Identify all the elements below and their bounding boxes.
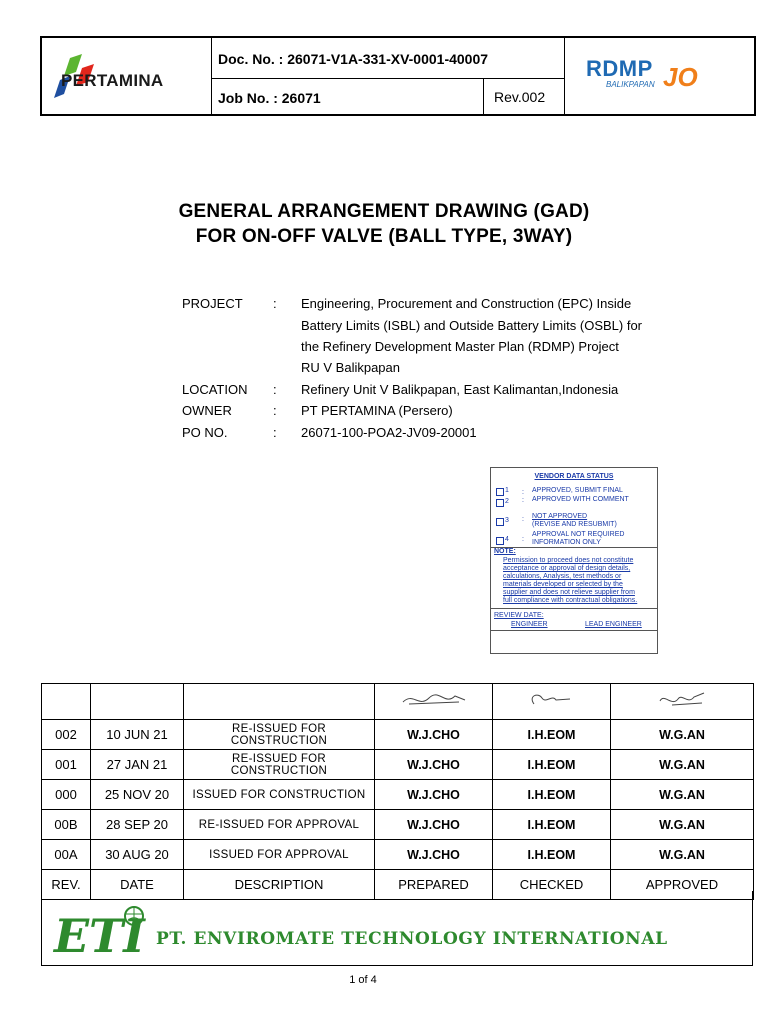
colon: : [273, 296, 277, 311]
status-text: APPROVAL NOT REQUIRED [532, 531, 625, 538]
colon: : [273, 425, 277, 440]
status-text: APPROVED WITH COMMENT [532, 496, 629, 503]
checkbox-icon [496, 537, 504, 545]
contractor-name: PT. ENVIROMATE TECHNOLOGY INTERNATIONAL [156, 929, 668, 949]
status-number: 2 [505, 498, 509, 505]
table-row: 001 27 JAN 21 RE-ISSUED FOR CONSTRUCTION W.J.CHO I.H.EOM W.G.AN [42, 750, 754, 780]
header-prepared: PREPARED [375, 870, 493, 900]
status-text: NOT APPROVED [532, 513, 588, 520]
status-number: 3 [505, 517, 509, 524]
checkbox-icon [496, 518, 504, 526]
rdmp-logo-text: RDMP [586, 56, 653, 81]
signature-icon [652, 689, 712, 711]
table-row: 00B 28 SEP 20 RE-ISSUED FOR APPROVAL W.J.CHO I.H.EOM W.G.AN [42, 810, 754, 840]
page-number: 1 of 4 [349, 974, 377, 986]
note-line: acceptance or approval of design details, [503, 565, 631, 572]
header-approved: APPROVED [611, 870, 754, 900]
header-description: DESCRIPTION [184, 870, 375, 900]
project-line: Battery Limits (ISBL) and Outside Battery Limits (OSBL) for [301, 318, 643, 333]
prepared-signature [375, 684, 493, 720]
revision-table [41, 683, 754, 900]
colon: : [522, 516, 524, 523]
colon: : [522, 536, 524, 543]
header-checked: CHECKED [493, 870, 611, 900]
table-row: 00A 30 AUG 20 ISSUED FOR APPROVAL W.J.CHO I.H.EOM W.G.AN [42, 840, 754, 870]
checkbox-icon [496, 488, 504, 496]
vendor-data-status-stamp [490, 467, 658, 654]
project-line: Engineering, Procurement and Construction (EPC) Inside [301, 296, 632, 311]
document-title-line1: GENERAL ARRANGEMENT DRAWING (GAD) [178, 201, 590, 222]
table-row: 000 25 NOV 20 ISSUED FOR CONSTRUCTION W.J.CHO I.H.EOM W.G.AN [42, 780, 754, 810]
project-line: the Refinery Development Master Plan (RDMP) Project [301, 339, 619, 354]
document-title-line2: FOR ON-OFF VALVE (BALL TYPE, 3WAY) [195, 226, 573, 247]
note-line: materials developed or selected by the [503, 581, 623, 588]
signature-row [42, 684, 754, 720]
doc-number: Doc. No. : 26071-V1A-331-XV-0001-40007 [218, 51, 489, 67]
note-line: calculations, Analysis, test methods or [503, 573, 622, 580]
note-line: Permission to proceed does not constitute [503, 557, 634, 564]
status-number: 1 [505, 487, 509, 494]
lead-engineer-label: LEAD ENGINEER [585, 621, 642, 628]
status-text: APPROVED, SUBMIT FINAL [532, 487, 623, 494]
status-text: (REVISE AND RESUBMIT) [532, 521, 617, 528]
po-value: 26071-100-POA2-JV09-20001 [301, 425, 477, 440]
header-rev: REV. [42, 870, 91, 900]
review-date-label: REVIEW DATE: [494, 612, 544, 619]
signature-icon [399, 690, 469, 710]
status-text: INFORMATION ONLY [532, 539, 601, 546]
jo-logo-text: JO [663, 62, 698, 92]
table-row: 002 10 JUN 21 RE-ISSUED FOR CONSTRUCTION W.J.CHO I.H.EOM W.G.AN [42, 720, 754, 750]
rdmp-logo-subtext: BALIKPAPAN [606, 80, 655, 89]
colon: : [273, 382, 277, 397]
note-line: supplier and does not relieve supplier from [503, 589, 635, 596]
note-label: NOTE: [494, 548, 516, 555]
status-number: 4 [505, 536, 509, 543]
header-date: DATE [91, 870, 184, 900]
pertamina-wordmark: PERTAMINA [61, 71, 164, 90]
engineer-label: ENGINEER [511, 621, 548, 628]
colon: : [273, 403, 277, 418]
colon: : [522, 497, 524, 504]
approved-signature [611, 684, 754, 720]
location-label: LOCATION [182, 382, 248, 397]
checkbox-icon [496, 499, 504, 507]
checked-signature [493, 684, 611, 720]
signature-icon [522, 690, 582, 710]
stamp-title: VENDOR DATA STATUS [534, 473, 614, 480]
colon: : [522, 489, 524, 496]
eti-logo-text: ETI [54, 909, 145, 960]
project-label: PROJECT [182, 296, 243, 311]
note-line: full compliance with contractual obligations. [503, 597, 638, 604]
job-number: Job No. : 26071 [218, 90, 321, 106]
owner-label: OWNER [182, 403, 232, 418]
project-line: RU V Balikpapan [301, 360, 400, 375]
location-value: Refinery Unit V Balikpapan, East Kalimantan,Indonesia [301, 382, 619, 397]
po-label: PO NO. [182, 425, 228, 440]
revision-number: Rev.002 [494, 89, 546, 105]
eti-logo-icon [52, 900, 148, 960]
owner-value: PT PERTAMINA (Persero) [301, 403, 453, 418]
